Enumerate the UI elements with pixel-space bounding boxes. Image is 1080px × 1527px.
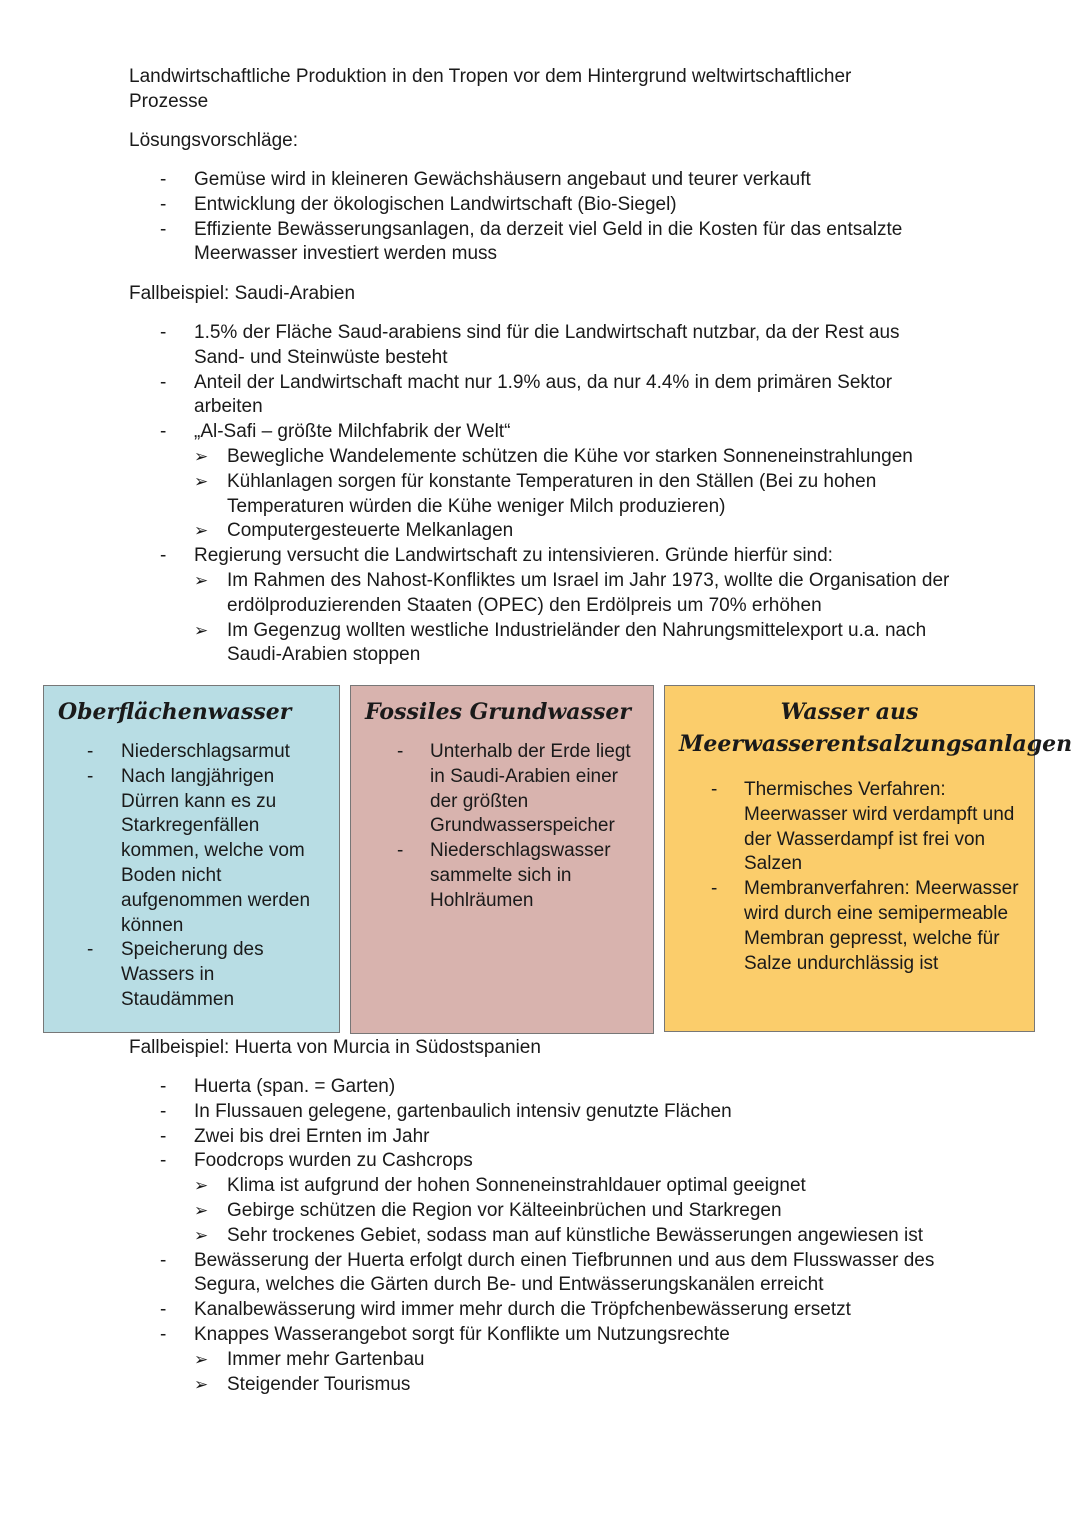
list-item: [160, 1149, 960, 1248]
sub-list-item: ➢ Steigender Tourismus: [194, 1373, 960, 1398]
list-item: - Kanalbewässerung wird immer mehr durch die Tröpfchenbewässerung ersetzt: [160, 1298, 960, 1323]
box-title: [679, 696, 1073, 760]
box-meerwasserentsalzung: [664, 685, 1073, 1032]
sub-list-item: ➢ Im Rahmen des Nahost-Konfliktes um Israel im Jahr 1973, wollte die Organisation der erdölproduzierenden Staaten (OPEC) den Erdölpreis um 70% erhöhen: [194, 569, 957, 619]
list-item: - Nach langjährigen Dürren kann es zu Starkregenfällen kommen, welche vom Boden nicht aufgenommen werden können: [58, 765, 325, 939]
saudi-list: [160, 321, 960, 668]
box-title: Fossiles Grundwasser: [365, 699, 631, 725]
list-item-text: Knappes Wasserangebot sorgt für Konflikte um Nutzungsrechte: [194, 1323, 730, 1345]
sub-list-item: ➢ Gebirge schützen die Region vor Kälteeinbrüchen und Starkregen: [194, 1199, 960, 1224]
sub-list: [194, 1174, 960, 1248]
sub-list-item: ➢ Sehr trockenes Gebiet, sodass man auf künstliche Bewässerungen angewiesen ist: [194, 1224, 947, 1249]
box-title-line: Meerwasserentsalzungsanlagen: [679, 731, 1073, 757]
box-title-line: Wasser aus: [780, 699, 919, 725]
list-item-text: Foodcrops wurden zu Cashcrops: [194, 1150, 473, 1172]
list-item-text: Regierung versucht die Landwirtschaft zu intensivieren. Gründe hierfür sind:: [194, 545, 833, 567]
list-item: - Thermisches Verfahren: Meerwasser wird verdampft und der Wasserdampf ist frei von Salzen: [679, 778, 1020, 877]
list-item: - Niederschlagsarmut: [58, 740, 325, 765]
list-item: - In Flussauen gelegene, gartenbaulich intensiv genutzte Flächen: [160, 1100, 960, 1125]
page-title: Landwirtschaftliche Produktion in den Tropen vor dem Hintergrund weltwirtschaftlicher Prozesse: [129, 66, 852, 112]
list-item: - Membranverfahren: Meerwasser wird durch eine semipermeable Membran gepresst, welche für Salze undurchlässig ist: [679, 877, 1020, 976]
sub-list-item: ➢ Computergesteuerte Melkanlagen: [194, 519, 960, 544]
solutions-list: [160, 168, 960, 267]
list-item: - Bewässerung der Huerta erfolgt durch einen Tiefbrunnen und aus dem Flusswasser des Segura, welches die Gärten durch Be- und Entwässerungskanälen erreicht: [160, 1249, 954, 1299]
list-item: - Effiziente Bewässerungsanlagen, da derzeit viel Geld in die Kosten für das entsalzte Meerwasser investiert werden muss: [160, 218, 954, 268]
huerta-heading: Fallbeispiel: Huerta von Murcia in Südostspanien: [129, 1037, 541, 1058]
sub-list: [194, 569, 960, 668]
sub-list: [194, 445, 960, 544]
huerta-list: [160, 1075, 960, 1397]
list-item: - Speicherung des Wassers in Staudämmen: [58, 938, 325, 1012]
list-item: - Zwei bis drei Ernten im Jahr: [160, 1125, 960, 1150]
list-item: [160, 544, 960, 668]
list-item: [160, 1323, 960, 1397]
solutions-heading: Lösungsvorschläge:: [129, 130, 298, 151]
sub-list-item: ➢ Immer mehr Gartenbau: [194, 1348, 960, 1373]
list-item: - Huerta (span. = Garten): [160, 1075, 960, 1100]
sub-list-item: ➢ Klima ist aufgrund der hohen Sonneneinstrahldauer optimal geeignet: [194, 1174, 960, 1199]
list-item: - 1.5% der Fläche Saud-arabiens sind für die Landwirtschaft nutzbar, da der Rest aus Sand- und Steinwüste besteht: [160, 321, 954, 371]
sub-list-item: ➢ Bewegliche Wandelemente schützen die Kühe vor starken Sonneneinstrahlungen: [194, 445, 960, 470]
list-item: [160, 420, 960, 544]
box-fossiles-grundwasser: [350, 685, 654, 1034]
box-oberflaechenwasser: [43, 685, 340, 1033]
list-item: - Niederschlagswasser sammelte sich in Hohlräumen: [365, 839, 639, 913]
sub-list-item: ➢ Kühlanlagen sorgen für konstante Temperaturen in den Ställen (Bei zu hohen Temperaturen würden die Kühe weniger Milch produzieren): [194, 470, 927, 520]
sub-list-item: ➢ Im Gegenzug wollten westliche Industrieländer den Nahrungsmittelexport u.a. nach Saudi-Arabien stoppen: [194, 619, 927, 669]
sub-list: [194, 1348, 960, 1398]
box-list: [58, 740, 325, 1013]
saudi-heading: Fallbeispiel: Saudi-Arabien: [129, 283, 356, 304]
list-item: - Gemüse wird in kleineren Gewächshäusern angebaut und teurer verkauft: [160, 168, 960, 193]
list-item-text: „Al-Safi – größte Milchfabrik der Welt“: [194, 421, 511, 443]
list-item: - Unterhalb der Erde liegt in Saudi-Arabien einer der größten Grundwasserspeicher: [365, 740, 639, 839]
box-list: [365, 740, 639, 914]
list-item: - Anteil der Landwirtschaft macht nur 1.9% aus, da nur 4.4% in dem primären Sektor arbeiten: [160, 371, 954, 421]
box-title: Oberflächenwasser: [58, 699, 292, 725]
box-list: [679, 778, 1020, 976]
list-item: - Entwicklung der ökologischen Landwirtschaft (Bio-Siegel): [160, 193, 960, 218]
